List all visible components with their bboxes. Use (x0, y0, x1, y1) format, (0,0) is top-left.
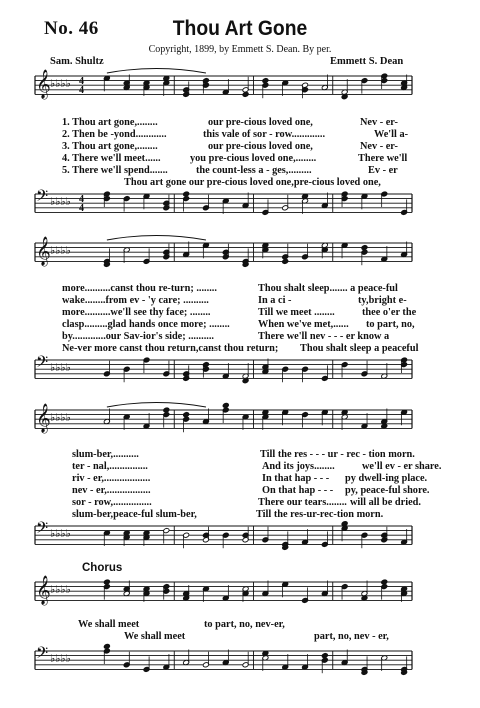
svg-text:♭♭♭♭: ♭♭♭♭ (50, 411, 71, 424)
bass-staff (0, 642, 480, 702)
lyric-line: Till the res-ur-rec-tion morn. (256, 509, 384, 520)
svg-text:𝄞: 𝄞 (36, 403, 51, 432)
svg-text:𝄞: 𝄞 (36, 69, 51, 98)
svg-text:𝄢: 𝄢 (36, 187, 49, 209)
svg-text:♭♭♭♭: ♭♭♭♭ (50, 652, 71, 665)
svg-text:♭♭♭♭: ♭♭♭♭ (50, 77, 71, 90)
lyric-line: to part, no, (366, 319, 415, 330)
svg-text:𝄞: 𝄞 (36, 236, 51, 265)
lyric-line: There our tears........ (258, 497, 347, 508)
lyric-line: We shall meet (78, 619, 140, 630)
lyric-line: slum-ber,peace-ful slum-ber, (72, 509, 197, 520)
svg-text:𝄢: 𝄢 (36, 353, 49, 375)
lyric-line: to part, no, nev-er, (204, 619, 285, 630)
lyric-line: more..........canst thou re-turn; ........ (62, 283, 217, 294)
lyric-line: py, peace-ful shore. (345, 485, 430, 496)
lyric-line: And its joys........ (262, 461, 335, 472)
chorus-label: Chorus (82, 562, 123, 574)
lyric-line: we'll ev - er share. (362, 461, 442, 472)
bass-staff (0, 517, 480, 577)
lyric-line: you pre-cious loved one,........ (190, 153, 317, 164)
lyric-line: part, no, nev - er, (314, 631, 389, 642)
lyric-line: 2. Then be -yond............ (62, 129, 167, 140)
svg-text:♭♭♭♭: ♭♭♭♭ (50, 527, 71, 540)
svg-text:4: 4 (79, 76, 84, 87)
lyric-line: thee o'er the (362, 307, 417, 318)
svg-text:♭♭♭♭: ♭♭♭♭ (50, 195, 71, 208)
svg-text:𝄢: 𝄢 (36, 519, 49, 541)
lyric-line: Till the res - - - ur - rec - tion morn. (260, 449, 415, 460)
lyric-line: our pre-cious loved one, (208, 141, 313, 152)
hymn-number: No. 46 (44, 18, 99, 39)
lyric-line: our pre-cious loved one, (208, 117, 313, 128)
lyric-line: Nev - er- (360, 117, 398, 128)
lyric-line: nev - er,................. (72, 485, 151, 496)
lyric-line: ty,bright e- (358, 295, 407, 306)
lyric-line: 3. Thou art gone,........ (62, 141, 158, 152)
lyric-line: Till we meet ........ (258, 307, 335, 318)
lyric-line: 1. Thou art gone,........ (62, 117, 158, 128)
lyric-line: Thou shalt sleep....... a peace-ful (258, 283, 398, 294)
copyright-notice: Copyright, 1899, by Emmett S. Dean. By per. (148, 44, 332, 55)
lyric-line: Ev - er (368, 165, 398, 176)
hymn-title: Thou Art Gone (172, 17, 308, 40)
svg-text:4: 4 (79, 203, 84, 214)
lyric-line: Nev - er- (360, 141, 398, 152)
composer-name: Emmett S. Dean (330, 56, 404, 67)
lyric-line: In that hap - - - (262, 473, 330, 484)
lyric-line: Thou shalt sleep a peaceful (300, 343, 419, 354)
svg-text:4: 4 (79, 85, 84, 96)
svg-text:𝄢: 𝄢 (36, 644, 49, 666)
svg-text:♭♭♭♭: ♭♭♭♭ (50, 361, 71, 374)
lyric-line: sor - row,............... (72, 497, 152, 508)
lyric-line: In a ci - (258, 295, 292, 306)
lyric-line: more..........we'll see thy face; ........ (62, 307, 211, 318)
lyric-line: will all be dried. (350, 497, 421, 508)
svg-text:4: 4 (79, 194, 84, 205)
lyric-line: slum-ber,.......... (72, 449, 139, 460)
lyric-line: We'll a- (374, 129, 409, 140)
svg-text:♭♭♭♭: ♭♭♭♭ (50, 583, 71, 596)
lyric-line: There we'll (358, 153, 408, 164)
lyric-line: by.............our Sav-ior's side; .......... (62, 331, 214, 342)
lyric-line: this vale of sor - row............. (203, 129, 326, 140)
lyric-line: On that hap - - - (262, 485, 334, 496)
lyric-line: riv - er,.................. (72, 473, 151, 484)
lyric-line: There we'll nev - - - er know a (258, 331, 390, 342)
lyric-line: clasp.........glad hands once more; ........ (62, 319, 230, 330)
lyric-line: wake........from ev - 'y care; .......... (62, 295, 209, 306)
lyric-line: 4. There we'll meet...... (62, 153, 161, 164)
lyric-line: the count-less a - ges,......... (196, 165, 312, 176)
svg-text:♭♭♭♭: ♭♭♭♭ (50, 244, 71, 257)
lyric-line: Thou art gone our pre-cious loved one,pre-cious loved one, (124, 177, 381, 188)
lyric-line: When we've met,...... (258, 319, 349, 330)
lyric-line: py dwell-ing place. (345, 473, 428, 484)
lyric-line: 5. There we'll spend....... (62, 165, 168, 176)
lyric-line: ter - nal,............... (72, 461, 148, 472)
svg-text:𝄞: 𝄞 (36, 575, 51, 604)
lyric-line: We shall meet (124, 631, 186, 642)
lyric-line: Ne-ver more canst thou return,canst thou return; (62, 343, 279, 354)
lyricist-name: Sam. Shultz (50, 56, 104, 67)
